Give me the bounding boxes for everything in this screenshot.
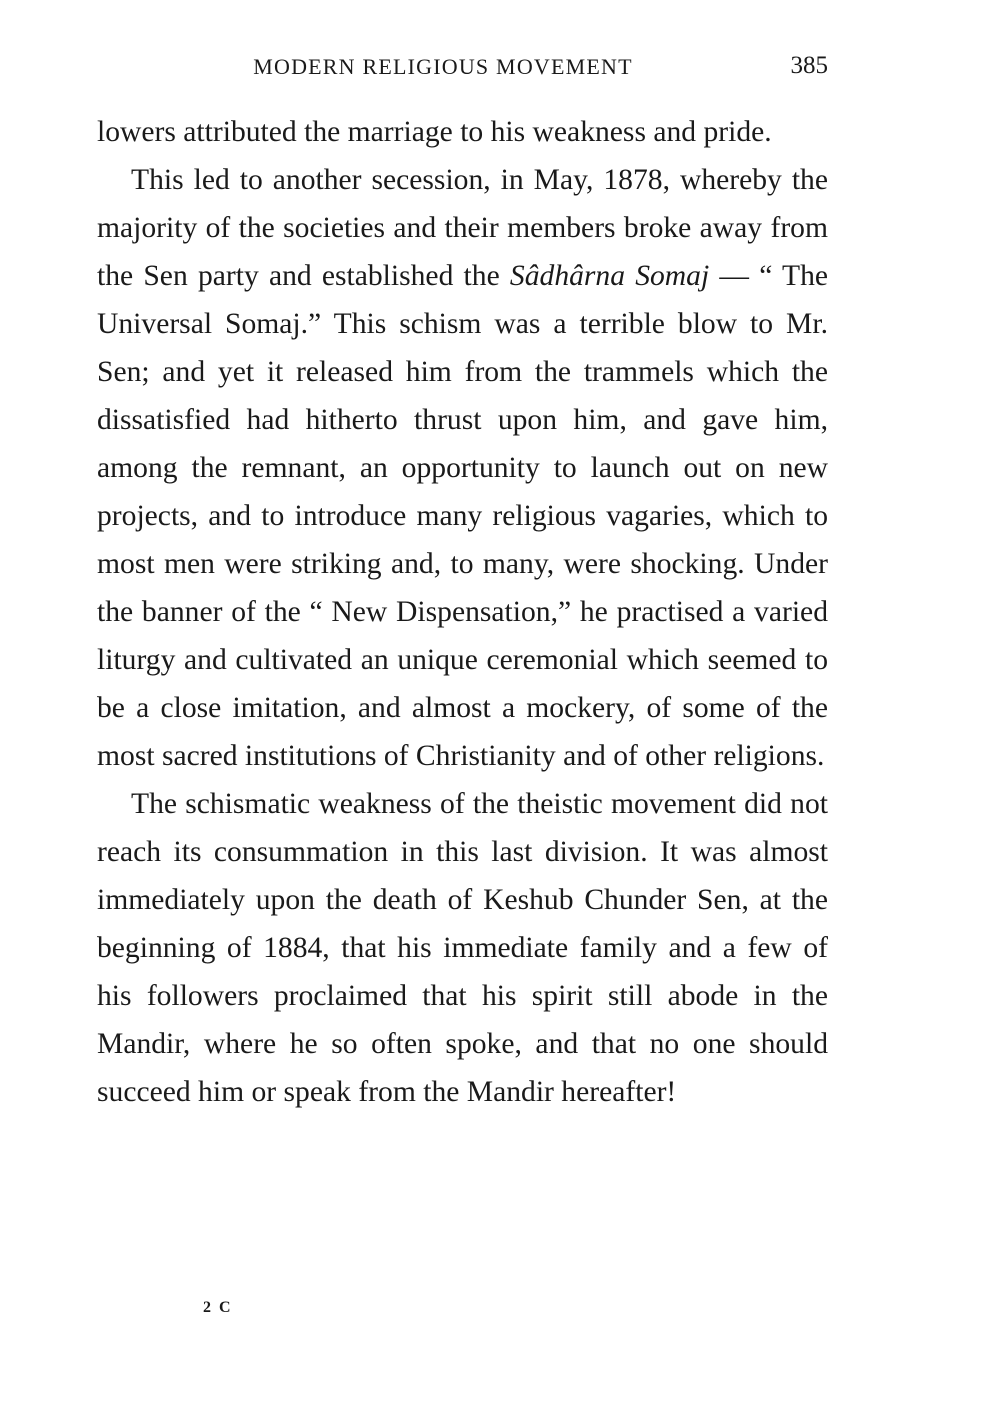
paragraph-secession-start: This led to another secession, in May, 1878, whereby the majority of the societies and their members broke away from the Sen party and established the [97, 164, 828, 292]
italic-term-sadharna-somaj: Sâdhârna Somaj [509, 260, 710, 292]
running-title: MODERN RELIGIOUS MOVEMENT [253, 54, 633, 79]
signature-mark: 2 C [203, 1299, 233, 1316]
book-page [97, 0, 828, 1420]
paragraph-secession [97, 156, 828, 780]
page-number: 385 [790, 52, 828, 79]
paragraph-secession-rest: — “ The Universal Somaj.” This schism was a terrible blow to Mr. Sen; and yet it released him from the trammels which the dissatisfied had hitherto thrust upon him, and gave him, among the remnant, an opportunity to launch out on new projects, and to introduce many religious vagaries, which to most men were striking and, to many, were shocking. Under the banner of the “ New Dispensation,” he practised a varied liturgy and cultivated an unique ceremonial which seemed to be a close imitation, and almost a mockery, of some of the most sacred institutions of Christianity and of other religions. [97, 260, 828, 772]
body-text [97, 108, 828, 1116]
running-head [97, 52, 828, 82]
paragraph-schismatic-weakness: The schismatic weakness of the theistic movement did not reach its consummation in this last division. It was almost immediately upon the death of Keshub Chunder Sen, at the beginning of 1884, that his immediate family and a few of his followers proclaimed that his spirit still abode in the Mandir, where he so often spoke, and that no one should succeed him or speak from the Mandir hereafter! [97, 788, 828, 1108]
paragraph-continued: lowers attributed the marriage to his weakness and pride. [97, 116, 772, 148]
